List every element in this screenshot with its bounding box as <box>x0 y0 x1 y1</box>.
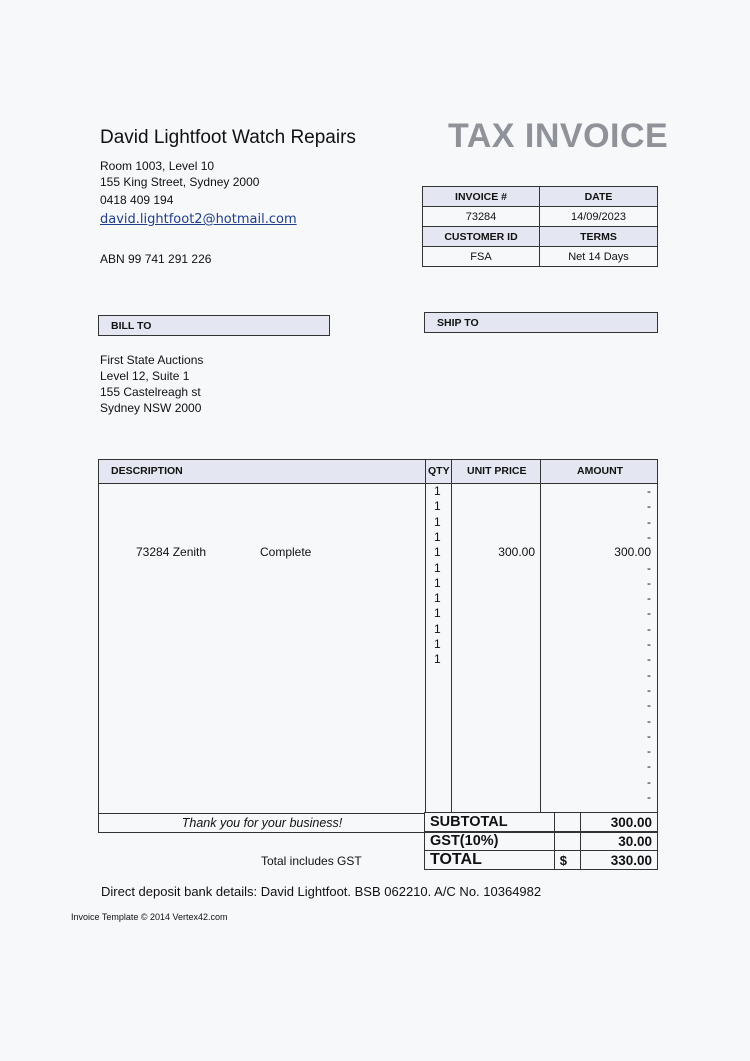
bill-to-line: Level 12, Suite 1 <box>100 369 190 383</box>
item-qty <box>434 714 446 729</box>
item-unit-price: 300.00 <box>498 545 535 560</box>
document-title: TAX INVOICE <box>448 117 669 155</box>
terms-label: TERMS <box>540 227 658 247</box>
item-qty: 1 <box>434 621 441 636</box>
subtotal-label: SUBTOTAL <box>425 813 555 832</box>
item-qty <box>434 698 446 713</box>
item-amount: - <box>647 774 651 789</box>
item-description <box>260 759 380 774</box>
gst-value: 30.00 <box>581 832 658 851</box>
item-unit-price <box>459 683 535 698</box>
item-code <box>136 683 246 698</box>
bill-to-line: First State Auctions <box>100 353 204 367</box>
item-description <box>260 652 380 667</box>
unit-price-column-header: UNIT PRICE <box>467 465 527 477</box>
total-label: TOTAL <box>425 851 555 870</box>
item-unit-price <box>459 714 535 729</box>
invoice-number: 73284 <box>423 207 540 227</box>
item-code <box>136 499 246 514</box>
item-unit-price <box>459 499 535 514</box>
item-description: Complete <box>260 545 312 560</box>
bill-to-address <box>100 352 203 416</box>
item-description <box>260 790 380 805</box>
item-unit-price <box>459 561 535 576</box>
column-divider <box>425 460 426 813</box>
item-amount: - <box>647 682 651 697</box>
item-code <box>136 790 246 805</box>
item-qty <box>434 744 446 759</box>
item-qty: 1 <box>434 560 441 575</box>
item-code <box>136 637 246 652</box>
item-amount: - <box>647 744 651 759</box>
item-code <box>136 591 246 606</box>
item-description <box>260 484 380 499</box>
amount-column-header: AMOUNT <box>577 465 624 477</box>
ship-to-header: SHIP TO <box>424 312 658 333</box>
thank-you-note: Thank you for your business! <box>99 813 425 833</box>
item-code <box>136 698 246 713</box>
customer-id: FSA <box>423 247 540 267</box>
item-code <box>136 530 246 545</box>
item-description <box>260 515 380 530</box>
item-qty: 1 <box>434 652 441 667</box>
item-description <box>260 668 380 683</box>
item-qty <box>434 729 446 744</box>
item-amount: - <box>647 652 651 667</box>
invoice-number-label: INVOICE # <box>423 187 540 207</box>
bill-to-line: 155 Castelreagh st <box>100 385 201 399</box>
item-code <box>136 714 246 729</box>
item-amount: - <box>647 560 651 575</box>
item-unit-price <box>459 790 535 805</box>
item-amount: - <box>647 591 651 606</box>
item-unit-price <box>459 576 535 591</box>
item-description <box>260 698 380 713</box>
item-code <box>136 561 246 576</box>
item-unit-price <box>459 668 535 683</box>
item-unit-price <box>459 591 535 606</box>
item-code <box>136 484 246 499</box>
item-unit-price <box>459 729 535 744</box>
date-label: DATE <box>540 187 658 207</box>
item-unit-price <box>459 775 535 790</box>
item-unit-price <box>459 606 535 621</box>
item-description <box>260 622 380 637</box>
bill-to-line: Sydney NSW 2000 <box>100 401 202 415</box>
bill-to-header: BILL TO <box>98 315 330 336</box>
totals-table <box>424 812 658 870</box>
item-code <box>136 729 246 744</box>
item-code <box>136 606 246 621</box>
item-amount: - <box>647 606 651 621</box>
seller-email-link[interactable]: david.lightfoot2@hotmail.com <box>100 212 297 227</box>
item-code <box>136 515 246 530</box>
item-qty: 1 <box>434 545 441 560</box>
item-amount: - <box>647 499 651 514</box>
item-unit-price <box>459 484 535 499</box>
item-unit-price <box>459 637 535 652</box>
item-description <box>260 606 380 621</box>
item-code <box>136 775 246 790</box>
item-description <box>260 637 380 652</box>
item-qty: 1 <box>434 499 441 514</box>
item-description <box>260 744 380 759</box>
column-divider <box>451 460 452 813</box>
item-description <box>260 576 380 591</box>
item-amount: - <box>647 698 651 713</box>
item-qty <box>434 790 446 805</box>
item-qty <box>434 775 446 790</box>
gst-label: GST(10%) <box>425 832 555 851</box>
item-unit-price <box>459 515 535 530</box>
item-code <box>136 576 246 591</box>
item-qty: 1 <box>434 575 441 590</box>
item-amount: - <box>647 790 651 804</box>
item-qty: 1 <box>434 591 441 606</box>
item-description <box>260 683 380 698</box>
item-code <box>136 744 246 759</box>
item-code <box>136 668 246 683</box>
item-amount: 300.00 <box>614 545 651 560</box>
seller-abn: ABN 99 741 291 226 <box>100 252 212 266</box>
item-amount: - <box>647 759 651 774</box>
qty-column-header: QTY <box>428 465 450 477</box>
item-code <box>136 652 246 667</box>
item-qty: 1 <box>434 484 441 498</box>
customer-id-label: CUSTOMER ID <box>423 227 540 247</box>
item-qty <box>434 668 446 683</box>
invoice-meta-table <box>422 186 658 267</box>
item-description <box>260 591 380 606</box>
seller-address-line2: 155 King Street, Sydney 2000 <box>100 175 260 189</box>
seller-address-line1: Room 1003, Level 10 <box>100 159 215 173</box>
item-unit-price <box>459 652 535 667</box>
item-description <box>260 561 380 576</box>
terms: Net 14 Days <box>540 247 658 267</box>
item-amount: - <box>647 621 651 636</box>
item-qty <box>434 759 446 774</box>
item-amount: - <box>647 575 651 590</box>
description-column-header: DESCRIPTION <box>111 465 183 477</box>
item-amount: - <box>647 637 651 651</box>
item-qty <box>434 683 446 698</box>
item-amount: - <box>647 484 651 498</box>
item-qty: 1 <box>434 529 441 544</box>
line-items-table <box>98 459 658 833</box>
company-name: David Lightfoot Watch Repairs <box>100 127 356 148</box>
bank-details: Direct deposit bank details: David Lightfoot. BSB 062210. A/C No. 10364982 <box>101 884 542 899</box>
item-description <box>260 499 380 514</box>
item-description <box>260 530 380 545</box>
seller-phone: 0418 409 194 <box>100 193 174 207</box>
item-unit-price <box>459 698 535 713</box>
item-code: 73284 Zenith <box>136 545 207 560</box>
item-description <box>260 714 380 729</box>
invoice-date: 14/09/2023 <box>540 207 658 227</box>
item-amount: - <box>647 514 651 529</box>
item-code <box>136 622 246 637</box>
column-divider <box>540 460 541 813</box>
item-qty: 1 <box>434 637 441 651</box>
item-qty: 1 <box>434 514 441 529</box>
subtotal-value: 300.00 <box>581 813 658 832</box>
item-unit-price <box>459 530 535 545</box>
item-qty: 1 <box>434 606 441 621</box>
item-unit-price <box>459 622 535 637</box>
gst-note: Total includes GST <box>261 854 362 868</box>
item-unit-price <box>459 759 535 774</box>
template-credit: Invoice Template © 2014 Vertex42.com <box>71 912 228 922</box>
total-value: 330.00 <box>581 851 658 870</box>
item-amount: - <box>647 529 651 544</box>
currency-symbol: $ <box>554 851 581 870</box>
item-amount: - <box>647 713 651 728</box>
item-description <box>260 729 380 744</box>
item-description <box>260 775 380 790</box>
item-amount: - <box>647 667 651 682</box>
item-amount: - <box>647 728 651 743</box>
item-code <box>136 759 246 774</box>
item-unit-price <box>459 744 535 759</box>
